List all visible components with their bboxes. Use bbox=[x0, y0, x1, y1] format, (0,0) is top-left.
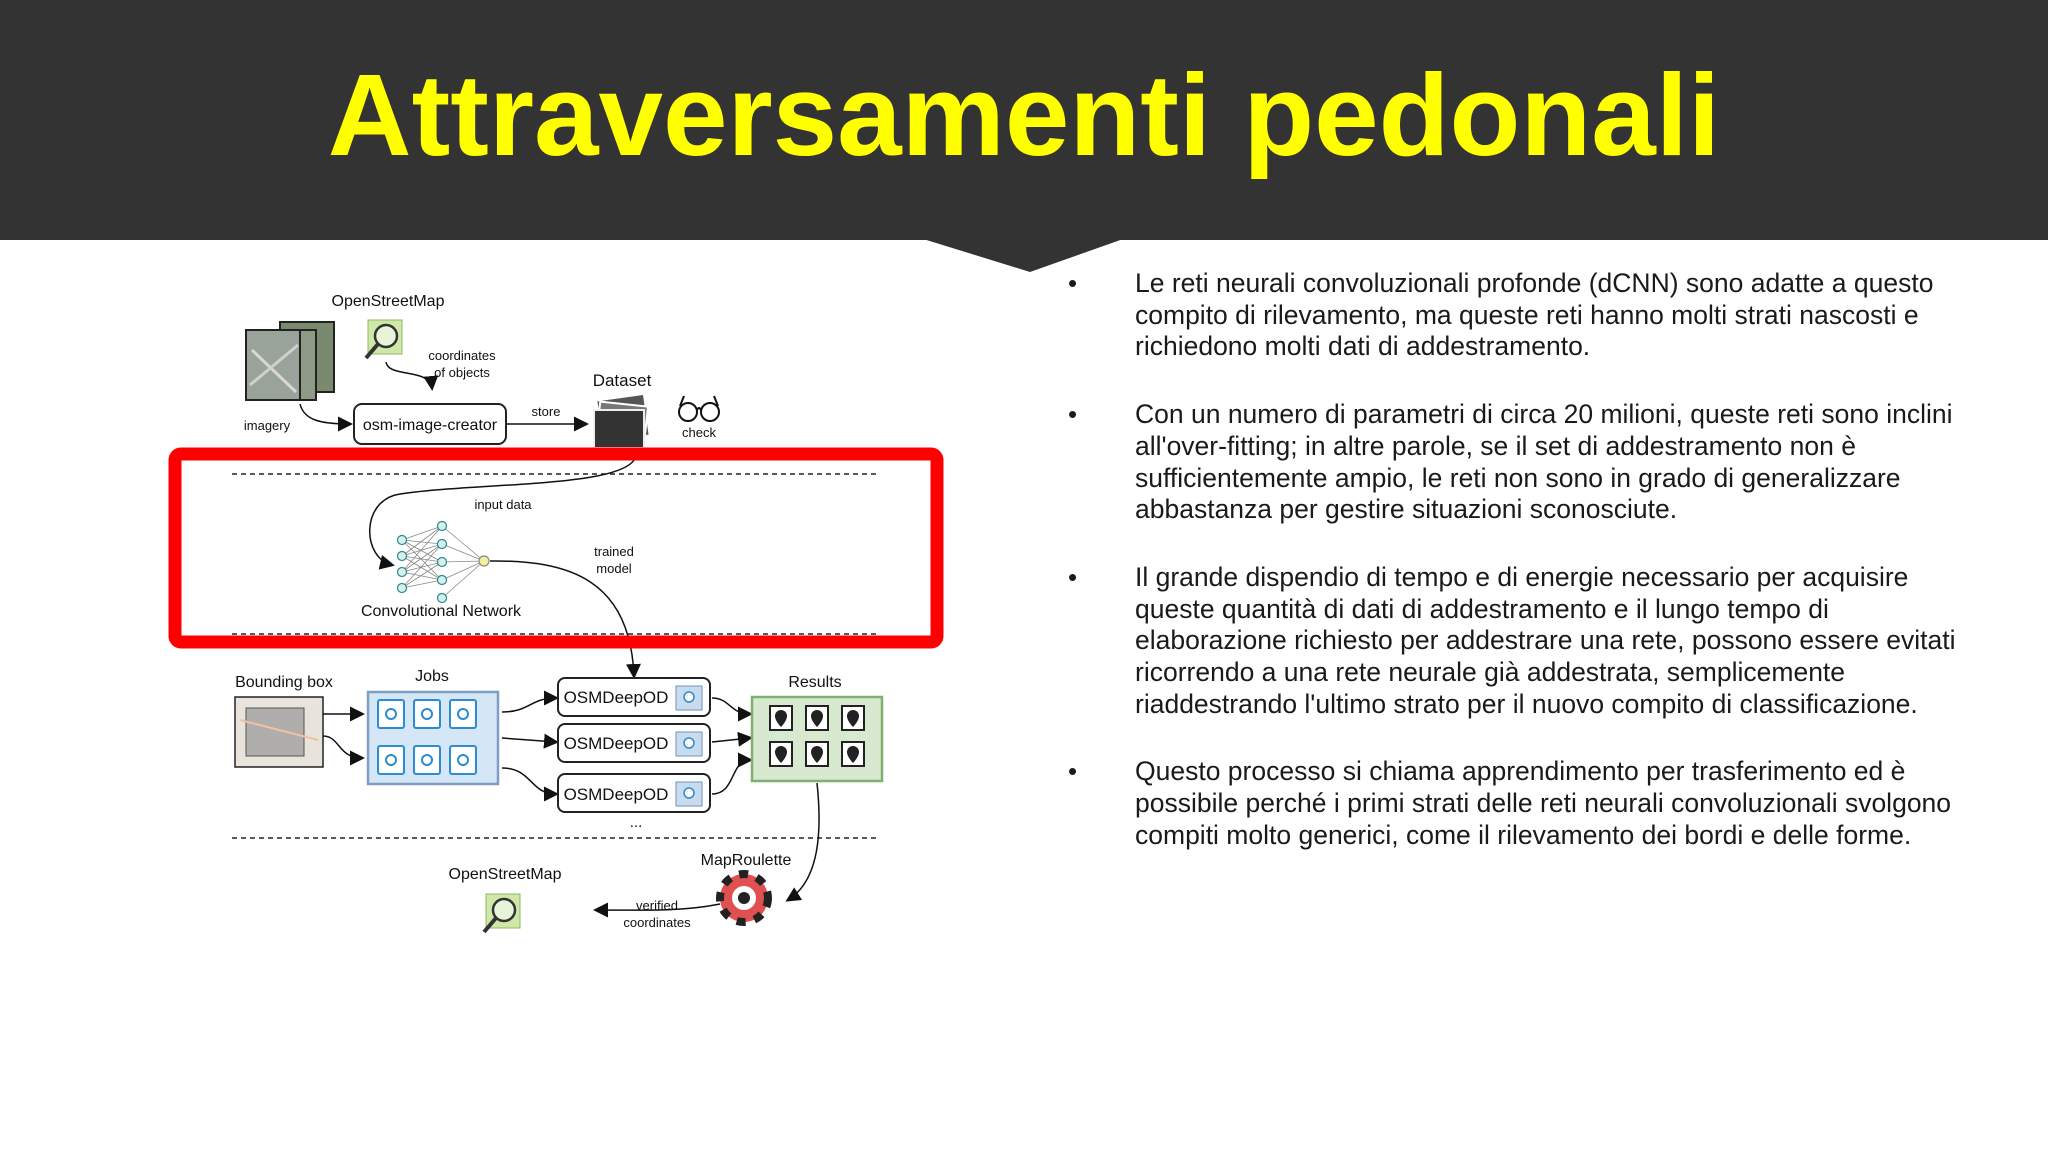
bullet-marker: • bbox=[1068, 268, 1078, 298]
roulette-icon bbox=[720, 874, 768, 922]
imagery-thumbnail bbox=[246, 322, 334, 400]
slide-title: Attraversamenti pedonali bbox=[327, 50, 1721, 180]
results-label: Results bbox=[788, 674, 842, 691]
deepod-box-1 bbox=[558, 678, 710, 716]
trained-label-1: trained bbox=[594, 544, 634, 559]
coordinates-label-1: coordinates bbox=[428, 348, 496, 363]
magnifier-map-icon bbox=[366, 320, 402, 358]
creator-label: osm-image-creator bbox=[362, 417, 498, 434]
bullet-text: Il grande dispendio di tempo e di energie necessario per acquisire queste quantità di dati di addestramento e il lungo tempo di elaborazione richiesto per addestrare una rete, possono essere evitati ricorrendo a una rete neurale già addestrata, semplicemente riaddestrando l'ultimo strato per il nuovo compito di classificazione. bbox=[1135, 561, 1956, 719]
maproulette-label: MapRoulette bbox=[700, 852, 792, 869]
deepod-label-3: OSMDeepOD bbox=[563, 785, 669, 804]
bullet-marker: • bbox=[1068, 399, 1078, 430]
bullet-text: Questo processo si chiama apprendimento per trasferimento ed è possibile perché i primi strati delle reti neurali convoluzionali svolgono compiti molto generici, come il rilevamento dei bordi e delle forme. bbox=[1135, 756, 1952, 850]
bullet-item bbox=[1068, 268, 1968, 363]
cnn-label: Convolutional Network bbox=[360, 603, 522, 620]
bullet-item bbox=[1068, 399, 1968, 526]
highlight-box bbox=[175, 454, 937, 642]
jobs-label: Jobs bbox=[415, 668, 449, 685]
magnifier-map-icon bbox=[484, 894, 520, 932]
osm-top-label: OpenStreetMap bbox=[331, 293, 445, 310]
glasses-icon bbox=[679, 396, 719, 421]
trained-label-2: model bbox=[596, 561, 632, 576]
neural-network-icon bbox=[398, 522, 490, 603]
bullet-text: Le reti neurali convoluzionali profonde (dCNN) sono adatte a questo compito di rilevamento, ma queste reti hanno molti strati nascosti e richiedono molti dati di addestramento. bbox=[1135, 268, 1934, 362]
deepod-label-1: OSMDeepOD bbox=[563, 688, 669, 707]
photo-stack-icon bbox=[594, 395, 649, 448]
imagery-label: imagery bbox=[243, 418, 291, 433]
dataset-label: Dataset bbox=[592, 371, 652, 390]
store-label: store bbox=[531, 404, 561, 419]
deepod-box-3 bbox=[558, 774, 710, 812]
bullet-list bbox=[1068, 268, 1968, 888]
coordinates-label-2: of objects bbox=[434, 365, 490, 380]
deepod-box-2 bbox=[558, 724, 710, 762]
input-data-label: input data bbox=[474, 497, 532, 512]
bullet-item bbox=[1068, 756, 1968, 851]
deepod-label-2: OSMDeepOD bbox=[563, 734, 669, 753]
verified-label-1: verified bbox=[636, 898, 678, 913]
bullet-marker: • bbox=[1068, 756, 1078, 787]
bounding-box-map bbox=[235, 697, 323, 767]
verified-label-2: coordinates bbox=[623, 915, 691, 930]
bullet-marker: • bbox=[1068, 561, 1078, 592]
osm-bottom-label: OpenStreetMap bbox=[448, 866, 562, 883]
bullet-text: Con un numero di parametri di circa 20 milioni, queste reti sono inclini all'over-fitting; in altre parole, se il set di addestramento non è sufficientemente ampio, le reti non sono in grado di generalizzare abbastanza per gestire situazioni sconosciute. bbox=[1135, 399, 1953, 525]
bullet-item bbox=[1068, 562, 1968, 721]
pipeline-diagram bbox=[160, 280, 960, 960]
ellipsis-label: ... bbox=[629, 814, 643, 831]
check-label: check bbox=[682, 425, 716, 440]
bbox-label: Bounding box bbox=[235, 674, 333, 691]
